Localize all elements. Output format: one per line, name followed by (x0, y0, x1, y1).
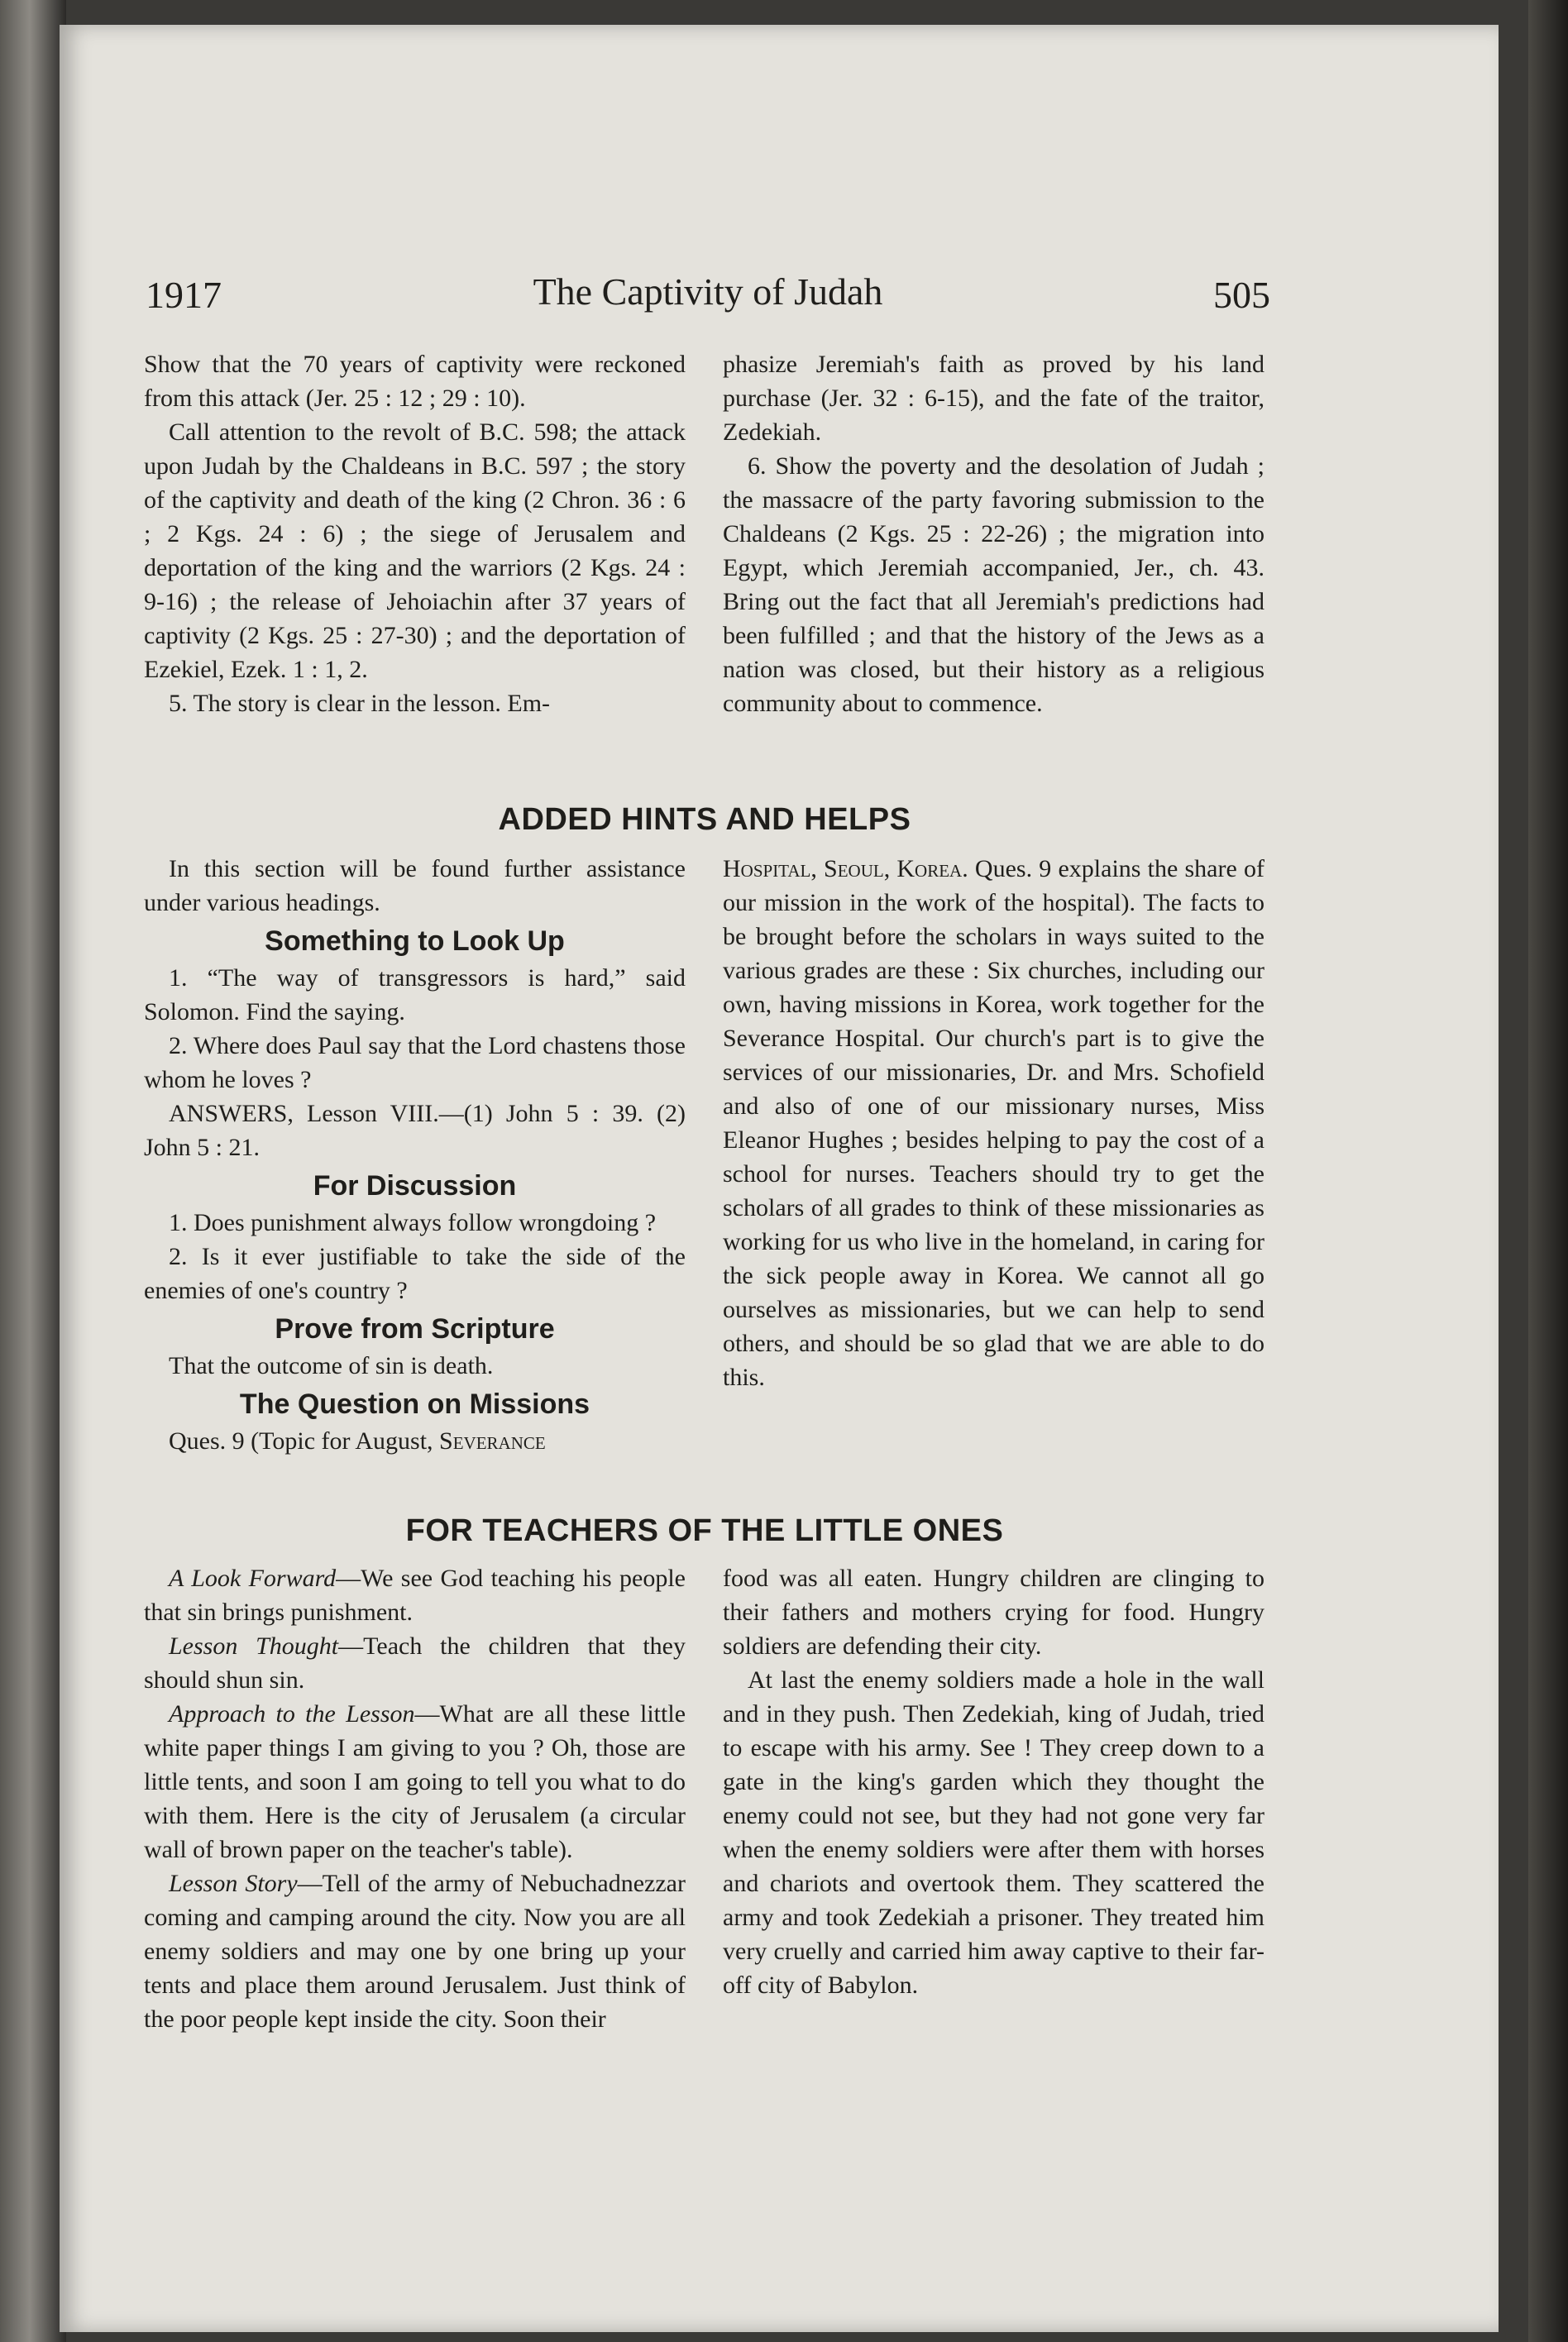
question: 1. “The way of transgressors is hard,” said Solomon. Find the saying. (144, 964, 686, 1025)
paragraph: 5. The story is clear in the lesson. Em- (169, 690, 551, 717)
header-year: 1917 (146, 274, 222, 316)
small-caps-run: Hospital, Seoul, Korea. (723, 855, 968, 882)
paragraph: That the outcome of sin is death. (169, 1352, 494, 1379)
paragraph: Call attention to the revolt of B.C. 598; the attack upon Judah by the Chaldeans in B.C. 597 ; the story of the captivity and death of the king (2 Chron. 36 : 6 ; 2 Kgs. 24 : 6) ; the siege of Jerusalem and deportation of the king and the warriors (2 Kgs. 24 : 9-16) ; the release of Jehoiachin after 37 years of captivity (2 Kgs. 25 : 27-30) ; and the deportation of Ezekiel, Ezek. 1 : 1, 2. (144, 418, 686, 683)
question: 2. Is it ever justifiable to take the side of the enemies of one's country ? (144, 1243, 686, 1304)
subheading-missions: The Question on Missions (239, 1388, 590, 1420)
paragraph (144, 1629, 686, 1697)
top-right-column (723, 347, 1264, 720)
facing-page-edge (0, 0, 66, 2342)
text-run: Ques. 9 explains the share of our mission in the work of the hospital). The facts to be brought before the scholars in ways suited to the various grades are these : Six churches, including our own, having missions in Korea, work together for the Severance Hospital. Our church's part is to give the services of our missionaries, Dr. and Mrs. Schofield and also of one of our missionary nurses, Miss Eleanor Hughes ; besides helping to pay the cost of a school for nurses. Teachers should try to get the scholars of all grades to think of these missionaries as working for us who live in the homeland, in caring for the sick people away in Korea. We cannot all go ourselves as missionaries, but we can help to send others, and should be so glad that we are able to do this. (723, 855, 1264, 1391)
text-run: Ques. 9 (Topic for August, (169, 1427, 440, 1455)
paragraph: At last the enemy soldiers made a hole in the wall and in they push. Then Zedekiah, king of Judah, tried to escape with his army. See ! They creep down to a gate in the king's garden which they thought the enemy could not see, but they had not gone very far when the enemy soldiers were after them with horses and chariots and overtook them. They scattered the army and took Zedekiah a prisoner. They treated him very cruelly and carried him away captive to their far-off city of Babylon. (723, 1666, 1264, 1999)
run-in-label: Lesson Thought (169, 1632, 339, 1660)
paragraph: 6. Show the poverty and the desolation of Judah ; the massacre of the party favoring submission to the Chaldeans (2 Kgs. 25 : 22-26) ; the migration into Egypt, which Jeremiah accompanied, Jer., ch. 43. Bring out the fact that all Jeremiah's predictions had been fulfilled ; and that the history of the Jews as a nation was closed, but their history as a religious community about to commence. (723, 452, 1264, 717)
subheading-discussion: For Discussion (313, 1170, 517, 1202)
paragraph (144, 1866, 686, 2036)
top-left-column (144, 347, 686, 720)
question: 1. Does punishment always follow wrongdoing ? (169, 1209, 657, 1236)
paragraph (144, 1424, 686, 1458)
subheading-look-up: Something to Look Up (265, 925, 565, 957)
paragraph: In this section will be found further assistance under various headings. (144, 855, 686, 916)
running-head (146, 263, 1270, 321)
page-number: 505 (1213, 274, 1270, 316)
subheading-scripture: Prove from Scripture (275, 1313, 555, 1345)
little-ones-left-column (144, 1561, 686, 2036)
section-heading-little-ones: FOR TEACHERS OF THE LITTLE ONES (405, 1513, 1004, 1548)
text-run: —We see God teaching his people that sin brings punishment. (144, 1565, 686, 1626)
paragraph (144, 1561, 686, 1629)
question: 2. Where does Paul say that the Lord chastens those whom he loves ? (144, 1032, 686, 1093)
paragraph (144, 1697, 686, 1866)
section-heading-added-hints: ADDED HINTS AND HELPS (498, 802, 911, 837)
small-caps-run: Severance (439, 1427, 546, 1455)
paragraph: Show that the 70 years of captivity were reckoned from this attack (Jer. 25 : 12 ; 29 : 10). (144, 351, 686, 412)
book-binding-edge (1528, 0, 1568, 2342)
little-ones-right-column (723, 1561, 1264, 2002)
page-title: The Captivity of Judah (533, 270, 883, 313)
text-run: —What are all these little white paper things I am giving to you ? Oh, those are little tents, and soon I am going to tell you what to do with them. Here is the city of Jerusalem (a circular wall of brown paper on the teacher's table). (144, 1700, 686, 1863)
text-run: —Tell of the army of Nebuchadnezzar coming and camping around the city. Now you are all enemy soldiers and may one by one bring up your tents and place them around Jerusalem. Just think of the poor people kept inside the city. Soon their (144, 1870, 686, 2033)
answers: ANSWERS, Lesson VIII.—(1) John 5 : 39. (2) John 5 : 21. (144, 1100, 686, 1161)
paragraph: phasize Jeremiah's faith as proved by his land purchase (Jer. 32 : 6-15), and the fate of the traitor, Zedekiah. (723, 351, 1264, 446)
run-in-label: A Look Forward (169, 1565, 337, 1592)
text-run: —Teach the children that they should shun sin. (144, 1632, 686, 1694)
paragraph: food was all eaten. Hungry children are clinging to their fathers and mothers crying for food. Hungry soldiers are defending their city. (723, 1565, 1264, 1660)
run-in-label: Approach to the Lesson (169, 1700, 415, 1728)
paragraph (723, 852, 1264, 1394)
hints-left-column (144, 852, 686, 1458)
run-in-label: Lesson Story (169, 1870, 298, 1897)
hints-right-column (723, 852, 1264, 1394)
